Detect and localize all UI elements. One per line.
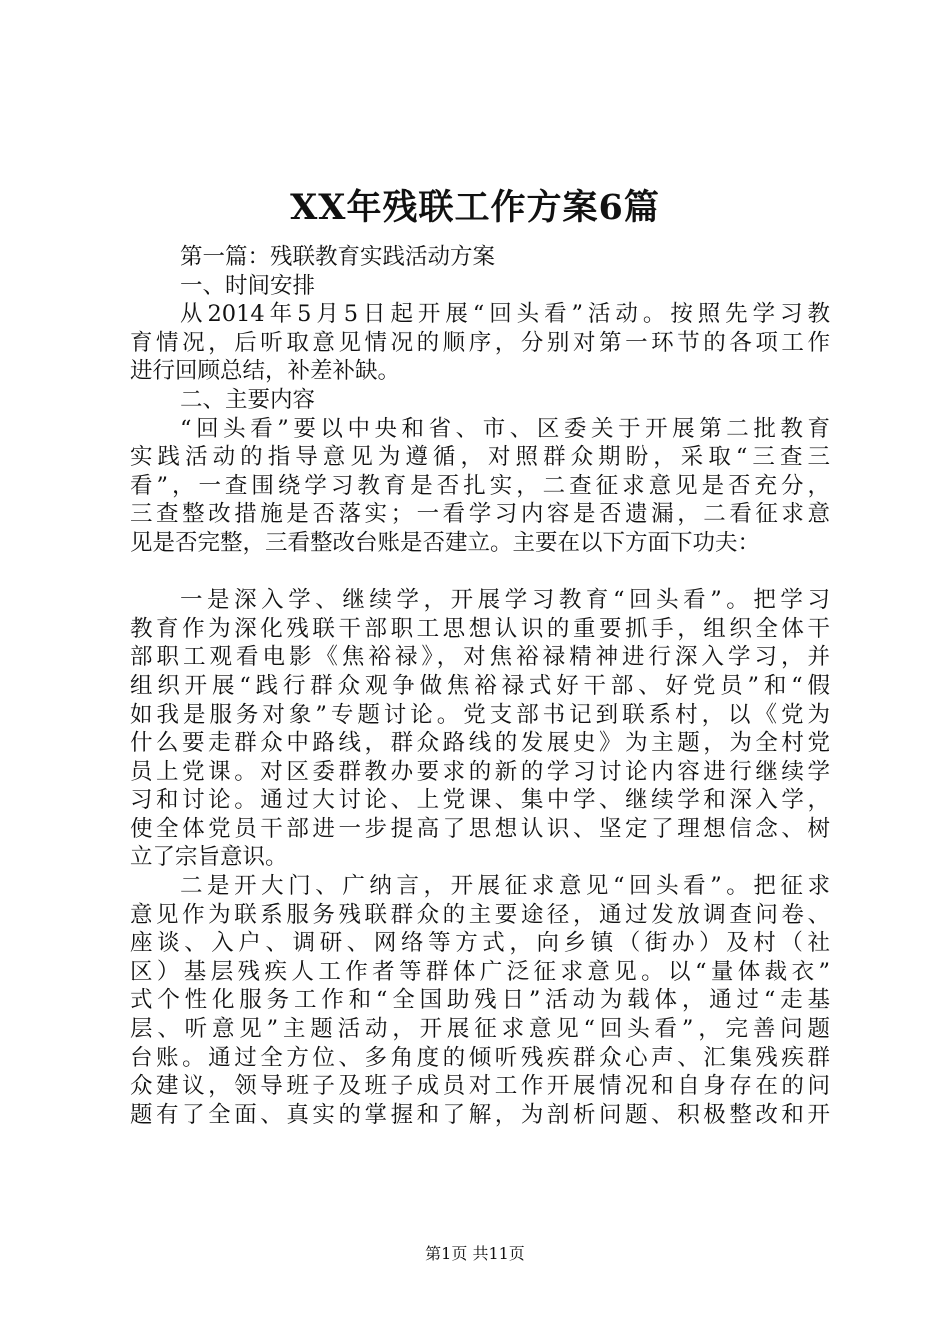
page-footer: 第1页 共11页 bbox=[425, 1244, 525, 1263]
paragraph-line: 一是深入学、继续学，开展学习教育“回头看”。把学习 bbox=[180, 587, 830, 614]
paragraph-line: 什么要走群众中路线，群众路线的发展史》为主题，为全村党 bbox=[130, 730, 830, 757]
paragraph-line: 座谈、入户、调研、网络等方式，向乡镇（街办）及村（社 bbox=[130, 930, 830, 957]
paragraph-line: 从2014年5月5日起开展“回头看”活动。按照先学习教 bbox=[180, 301, 830, 328]
paragraph-gap bbox=[130, 558, 830, 587]
paragraph-line: 看”，一查围绕学习教育是否扎实，二查征求意见是否充分， bbox=[130, 472, 830, 499]
paragraph-line: 层、听意见”主题活动，开展征求意见“回头看”，完善问题 bbox=[130, 1016, 830, 1043]
paragraph-line: “回头看”要以中央和省、市、区委关于开展第二批教育 bbox=[180, 415, 830, 442]
paragraph-line: 众建议，领导班子及班子成员对工作开展情况和自身存在的问 bbox=[130, 1073, 830, 1100]
paragraph-line: 见是否完整，三看整改台账是否建立。主要在以下方面下功夫： bbox=[130, 529, 761, 556]
document-body bbox=[130, 243, 830, 1129]
paragraph-line: 式个性化服务工作和“全国助残日”活动为载体，通过“走基 bbox=[130, 987, 830, 1014]
section-heading-time: 一、时间安排 bbox=[180, 272, 316, 299]
paragraph-line: 立了宗旨意识。 bbox=[130, 844, 288, 871]
paragraph-line: 如我是服务对象”专题讨论。党支部书记到联系村，以《党为 bbox=[130, 701, 830, 728]
paragraph-line: 进行回顾总结，补差补缺。 bbox=[130, 358, 401, 385]
paragraph-line: 组织开展“践行群众观争做焦裕禄式好干部、好党员”和“假 bbox=[130, 672, 830, 699]
paragraph-line: 二是开大门、广纳言，开展征求意见“回头看”。把征求 bbox=[180, 873, 830, 900]
heading-part-one: 第一篇：残联教育实践活动方案 bbox=[180, 244, 496, 270]
paragraph-line: 育情况，后听取意见情况的顺序，分别对第一环节的各项工作 bbox=[130, 329, 830, 356]
paragraph-line: 习和讨论。通过大讨论、上党课、集中学、继续学和深入学， bbox=[130, 787, 830, 814]
paragraph-line: 员上党课。对区委群教办要求的新的学习讨论内容进行继续学 bbox=[130, 758, 830, 785]
document-title: XX年残联工作方案6篇 bbox=[290, 187, 660, 228]
paragraph-line: 部职工观看电影《焦裕禄》，对焦裕禄精神进行深入学习，并 bbox=[130, 644, 830, 671]
paragraph-line: 区）基层残疾人工作者等群体广泛征求意见。以“量体裁衣” bbox=[130, 958, 830, 985]
paragraph-line: 意见作为联系服务残联群众的主要途径，通过发放调查问卷、 bbox=[130, 901, 830, 928]
section-heading-content: 二、主要内容 bbox=[180, 386, 316, 413]
paragraph-line: 教育作为深化残联干部职工思想认识的重要抓手，组织全体干 bbox=[130, 615, 830, 642]
paragraph-line: 台账。通过全方位、多角度的倾听残疾群众心声、汇集残疾群 bbox=[130, 1044, 830, 1071]
paragraph-line: 题有了全面、真实的掌握和了解，为剖析问题、积极整改和开 bbox=[130, 1101, 830, 1128]
paragraph-line: 使全体党员干部进一步提高了思想认识、坚定了理想信念、树 bbox=[130, 815, 830, 842]
paragraph-line: 三查整改措施是否落实；一看学习内容是否遗漏，二看征求意 bbox=[130, 501, 830, 528]
paragraph-line: 实践活动的指导意见为遵循，对照群众期盼，采取“三查三 bbox=[130, 444, 830, 471]
